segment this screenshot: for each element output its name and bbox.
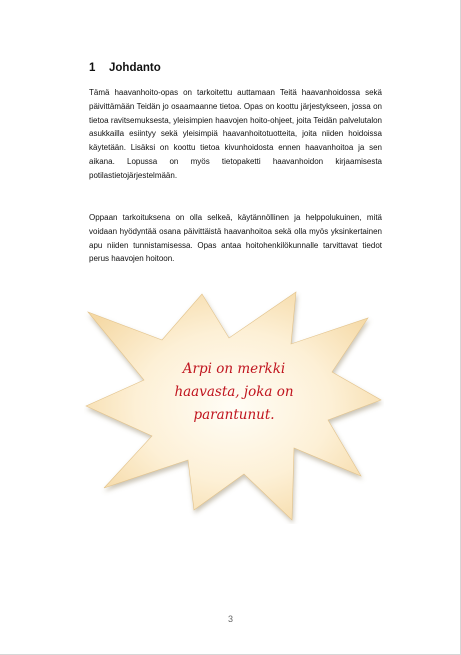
- paragraph-purpose: Oppaan tarkoituksena on olla selkeä, käytännöllinen ja helppolukuinen, mitä voidaan hyödyntää osana päivittäistä haavanhoitoa sekä olla myös yksinkertainen apu niiden tunnistamisessa. Opas antaa hoitohenkilökunnalle tarvittavat tiedot perus haavojen hoitoon.: [89, 213, 382, 264]
- page-number: 3: [227, 614, 233, 624]
- star-callout: [84, 288, 384, 524]
- section-number: 1: [89, 62, 96, 74]
- callout-text: Arpi on merkki haavasta, joka on parantunut.: [174, 361, 294, 423]
- section-heading: [89, 62, 161, 74]
- section-title: Johdanto: [109, 62, 161, 74]
- paragraph-intro: Tämä haavanhoito-opas on tarkoitettu auttamaan Teitä haavanhoidossa sekä päivittämään Teidän jo osaamaanne tietoa. Opas on koottu järjestykseen, jossa on tietoa ravitsemuksesta, yleisimpien haavojen hoito-ohjeet, joita Teidän palvelutalon asukkailla esiintyy sekä yleisimpiä haavanhoitotuotteita, joita niiden hoidoissa käytetään. Lisäksi on koottu tietoa kivunhoidosta ennen haavanhoitoa ja sen aikana. Lopussa on myös tietopaketti haavanhoidon kirjaamisesta potilastietojärjestelmään.: [89, 88, 382, 180]
